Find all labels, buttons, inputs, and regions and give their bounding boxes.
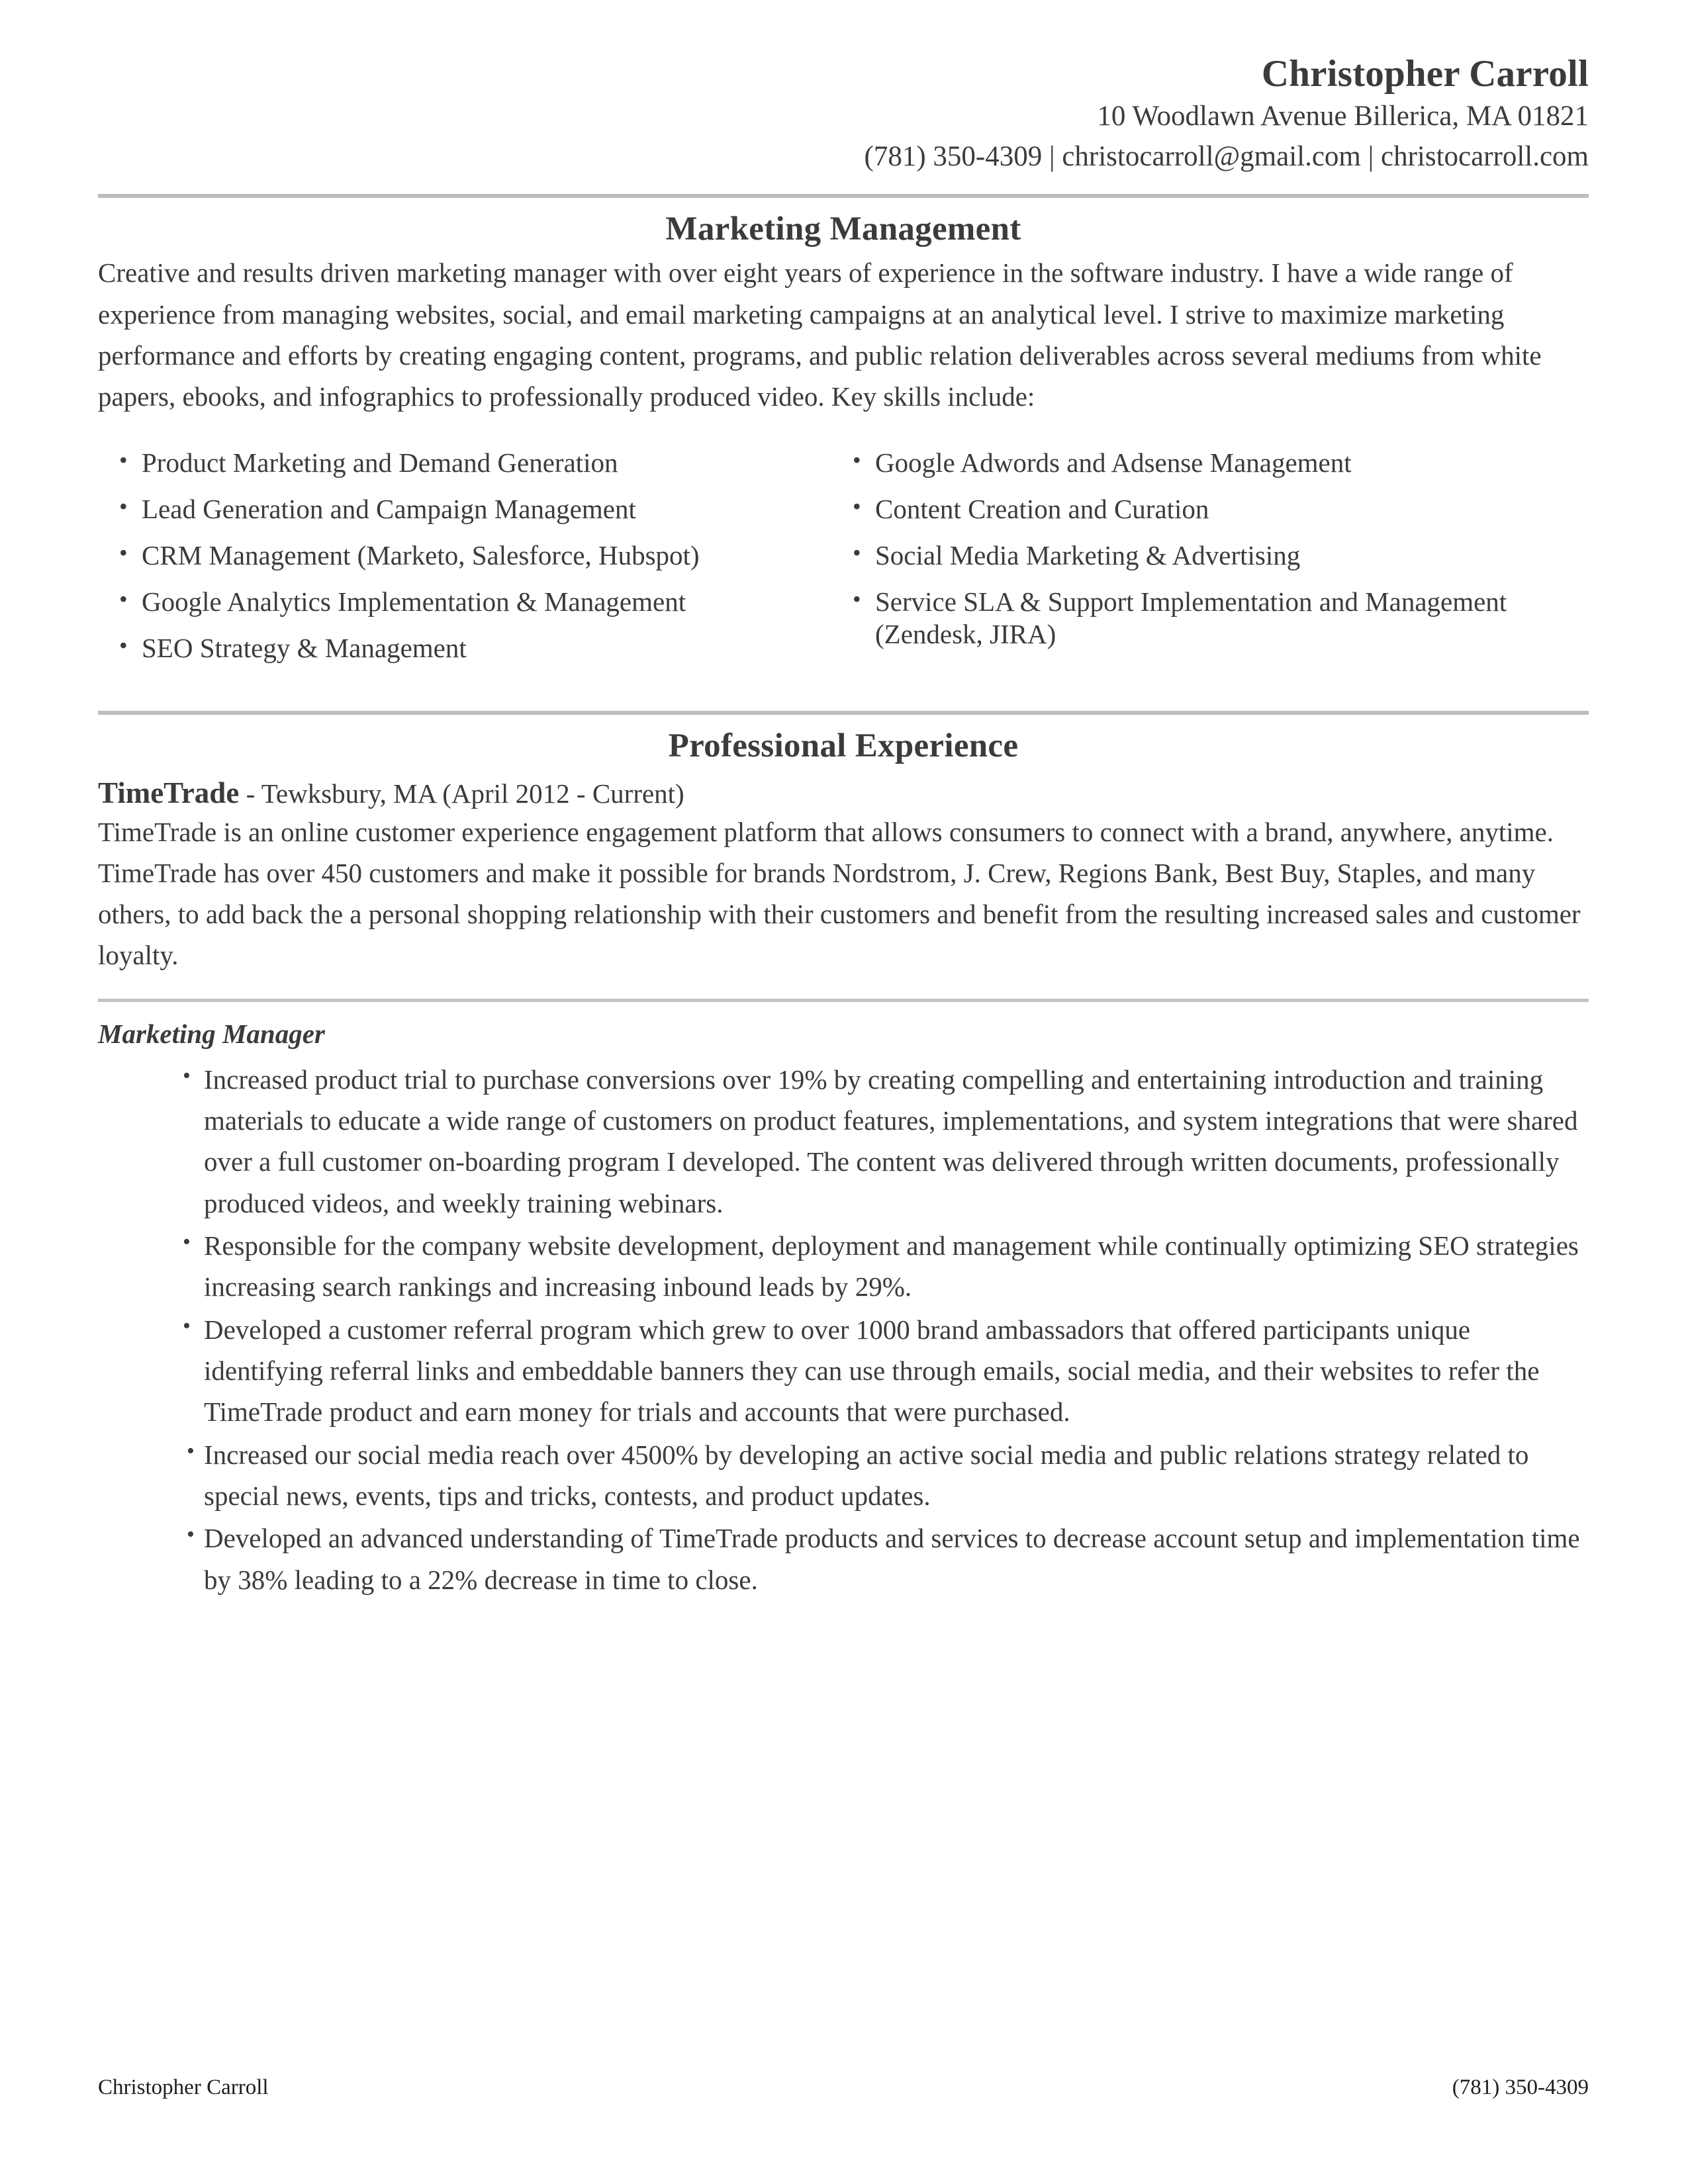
experience-bullet: • Developed a customer referral program which grew to over 1000 brand ambassadors that offered participants unique identifying referral links and embeddable banners they can use through emails, social media, and their websites to refer the TimeTrade product and earn money for trials and accounts that were purchased. [98,1309,1589,1433]
experience-bullet: • Increased our social media reach over 4500% by developing an active social media and public relations strategy related to special news, events, tips and tricks, contests, and product updates. [98,1434,1589,1517]
candidate-address: 10 Woodlawn Avenue Billerica, MA 01821 [1097,101,1589,132]
skill-item: • Lead Generation and Campaign Management [114,493,842,525]
job-company-name: TimeTrade [98,776,240,809]
skill-item: • Content Creation and Curation [847,493,1594,525]
page-footer [98,2075,1589,2100]
skill-item: • Social Media Marketing & Advertising [847,539,1594,572]
skill-item: • Google Adwords and Adsense Management [847,447,1594,479]
job-company-meta: - Tewksbury, MA (April 2012 - Current) [239,778,684,809]
experience-bullet: • Developed an advanced understanding of TimeTrade products and services to decrease account setup and implementation time by 38% leading to a 22% decrease in time to close. [98,1518,1589,1600]
skill-item: • CRM Management (Marketo, Salesforce, Hubspot) [114,539,842,572]
footer-phone: (781) 350-4309 [1452,2075,1589,2099]
job-divider [98,999,1589,1002]
section-heading-professional-experience: Professional Experience [668,727,1019,764]
header-divider [98,194,1589,198]
skill-item: • Service SLA & Support Implementation and Management (Zendesk, JIRA) [847,586,1594,651]
resume-content [98,0,1589,1602]
candidate-contact: (781) 350-4309 | christocarroll@gmail.com | christocarroll.com [864,141,1589,173]
skills-columns [98,447,1589,679]
footer-name: Christopher Carroll [98,2075,269,2099]
experience-divider [98,711,1589,715]
candidate-name: Christopher Carroll [1261,53,1589,95]
summary-paragraph: Creative and results driven marketing manager with over eight years of experience in the software industry. I have a wide range of experience from managing websites, social, and email marketing campaigns at an analytical level. I strive to maximize marketing performance and efforts by creating engaging content, programs, and public relation deliverables across several mediums from white papers, ebooks, and infographics to professionally produced video. Key skills include: [98,257,1542,412]
skill-item: • SEO Strategy & Management [114,632,842,664]
company-description: TimeTrade is an online customer experience engagement platform that allows consumers to connect with a brand, anywhere, anytime. TimeTrade has over 450 customers and make it possible for brands Nordstrom, J. Crew, Regions Bank, Best Buy, Staples, and many others, to add back the a personal shopping relationship with their customers and benefit from the resulting increased sales and customer loyalty. [98,816,1581,971]
skill-item: • Google Analytics Implementation & Management [114,586,842,618]
skill-item: • Product Marketing and Demand Generation [114,447,842,479]
job-title: Marketing Manager [98,1018,325,1049]
experience-bullet: • Increased product trial to purchase conversions over 19% by creating compelling and entertaining introduction and training materials to educate a wide range of customers on product features, implementations, and system integrations that were shared over a full customer on-boarding program I developed. The content was delivered through written documents, professionally produced videos, and weekly training webinars. [98,1059,1589,1224]
job-company-line [98,776,1589,810]
skills-column-left [98,447,842,679]
section-heading-marketing-management: Marketing Management [665,210,1021,248]
skills-column-right [842,447,1594,679]
experience-bullet-list [98,1059,1589,1600]
experience-bullet: • Responsible for the company website development, deployment and management while continually optimizing SEO strategies increasing search rankings and increasing inbound leads by 29%. [98,1225,1589,1308]
resume-header [98,0,1589,177]
